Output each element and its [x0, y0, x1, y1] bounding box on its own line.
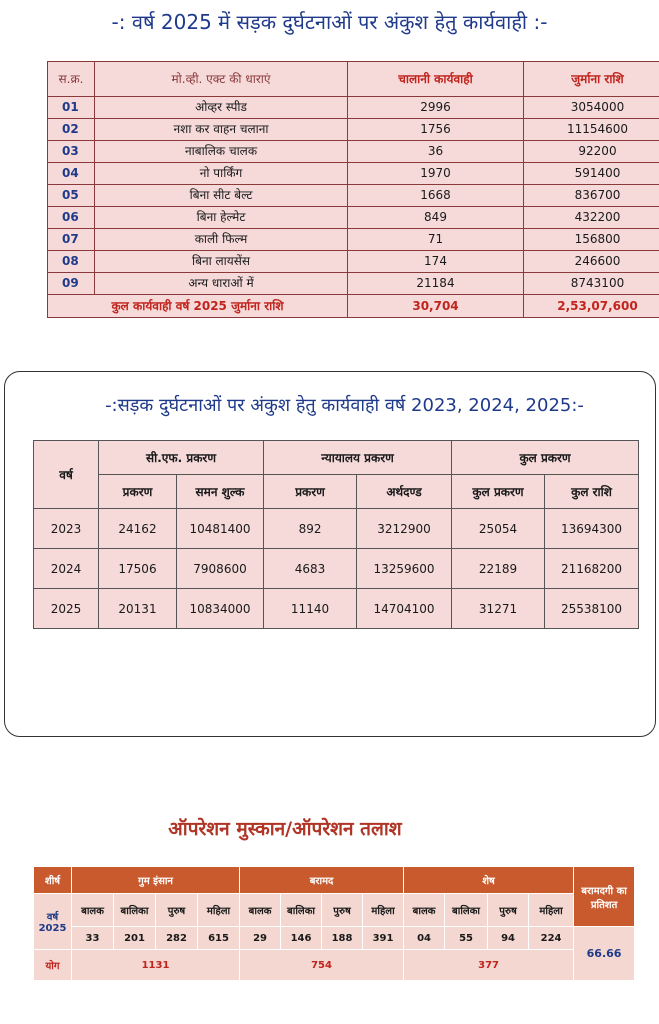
remaining-man: 94	[488, 927, 529, 950]
header-head: शीर्ष	[34, 867, 72, 894]
cell-fine: 11154600	[524, 119, 659, 141]
cell-challan: 1970	[348, 163, 524, 185]
cell-cf-fee: 10834000	[177, 589, 264, 629]
cell-total-amount: 21168200	[545, 549, 639, 589]
section2-title: -:सड़क दुर्घटनाओं पर अंकुश हेतु कार्यवाही वर्ष 2023, 2024, 2025:-	[105, 395, 584, 416]
sub-header-boy: बालक	[240, 894, 281, 927]
header-recovery-percentage: बरामदगी का प्रतिशत	[574, 867, 635, 927]
sub-header-woman: महिला	[363, 894, 404, 927]
cell-challan: 2996	[348, 97, 524, 119]
header-fine: जुर्माना राशि	[524, 62, 659, 97]
cell-court-fine: 14704100	[357, 589, 452, 629]
cell-serial: 09	[48, 273, 95, 295]
table-header-row	[48, 62, 659, 97]
cell-year: 2024	[34, 549, 99, 589]
header-section: मो.व्ही. एक्ट की धाराएं	[95, 62, 348, 97]
recovered-girl: 146	[281, 927, 322, 950]
total-label: कुल कार्यवाही वर्ष 2025 जुर्माना राशि	[48, 295, 348, 318]
total-fine: 2,53,07,600	[524, 295, 659, 318]
cell-section: अन्य धाराओं में	[95, 273, 348, 295]
table-row	[48, 273, 659, 295]
cell-section: काली फिल्म	[95, 229, 348, 251]
sub-header-boy: बालक	[72, 894, 114, 927]
header-cf-fee: समन शुल्क	[177, 475, 264, 509]
cell-challan: 71	[348, 229, 524, 251]
header-court-cases: प्रकरण	[264, 475, 357, 509]
missing-woman: 615	[198, 927, 240, 950]
cell-year: 2023	[34, 509, 99, 549]
cell-section: नो पार्किंग	[95, 163, 348, 185]
cell-cf-cases: 20131	[99, 589, 177, 629]
cell-cf-fee: 7908600	[177, 549, 264, 589]
remaining-boy: 04	[404, 927, 445, 950]
header-total-group: कुल प्रकरण	[452, 441, 639, 475]
missing-boy: 33	[72, 927, 114, 950]
cell-fine: 3054000	[524, 97, 659, 119]
cell-cf-fee: 10481400	[177, 509, 264, 549]
cell-fine: 432200	[524, 207, 659, 229]
total-challan: 30,704	[348, 295, 524, 318]
sub-header-woman: महिला	[529, 894, 574, 927]
cell-challan: 21184	[348, 273, 524, 295]
year-label: वर्ष	[46, 912, 59, 923]
sub-header-woman: महिला	[198, 894, 240, 927]
cell-challan: 1756	[348, 119, 524, 141]
table-row	[48, 97, 659, 119]
challan-table-2025	[47, 61, 659, 318]
cell-court-cases: 11140	[264, 589, 357, 629]
cell-court-cases: 892	[264, 509, 357, 549]
sub-header-girl: बालिका	[445, 894, 488, 927]
cell-section: नशा कर वाहन चलाना	[95, 119, 348, 141]
cell-serial: 04	[48, 163, 95, 185]
cell-section: बिना हेल्मेट	[95, 207, 348, 229]
header-cf-cases: प्रकरण	[99, 475, 177, 509]
cell-section: बिना लायसेंस	[95, 251, 348, 273]
cell-year: 2025	[34, 589, 99, 629]
cell-fine: 156800	[524, 229, 659, 251]
section1-title: -: वर्ष 2025 में सड़क दुर्घटनाओं पर अंकुश हेतु कार्यवाही :-	[111, 10, 548, 34]
sub-header-girl: बालिका	[114, 894, 156, 927]
header-total-cases: कुल प्रकरण	[452, 475, 545, 509]
cell-fine: 8743100	[524, 273, 659, 295]
year-cell	[34, 894, 72, 950]
table-row	[48, 163, 659, 185]
totals-row	[34, 950, 635, 981]
recovered-boy: 29	[240, 927, 281, 950]
cell-total-cases: 31271	[452, 589, 545, 629]
group-header-row	[34, 441, 639, 475]
cell-cf-cases: 24162	[99, 509, 177, 549]
cell-cf-cases: 17506	[99, 549, 177, 589]
remaining-girl: 55	[445, 927, 488, 950]
cell-court-cases: 4683	[264, 549, 357, 589]
cell-challan: 174	[348, 251, 524, 273]
sub-header-row	[34, 894, 635, 927]
sub-header-row	[34, 475, 639, 509]
cell-section: बिना सीट बेल्ट	[95, 185, 348, 207]
table-row	[48, 185, 659, 207]
sub-header-man: पुरुष	[488, 894, 529, 927]
header-year: वर्ष	[34, 441, 99, 509]
table-row	[34, 549, 639, 589]
cell-serial: 03	[48, 141, 95, 163]
table-row	[34, 589, 639, 629]
cell-total-cases: 25054	[452, 509, 545, 549]
table-row	[48, 119, 659, 141]
recovery-percentage: 66.66	[574, 927, 635, 981]
group-header-row	[34, 867, 635, 894]
remaining-woman: 224	[529, 927, 574, 950]
cell-section: ओव्हर स्पीड	[95, 97, 348, 119]
yearly-comparison-table	[33, 440, 639, 629]
table-row	[48, 141, 659, 163]
table-row	[48, 207, 659, 229]
missing-girl: 201	[114, 927, 156, 950]
cell-total-amount: 13694300	[545, 509, 639, 549]
cell-total-amount: 25538100	[545, 589, 639, 629]
header-recovered-group: बरामद	[240, 867, 404, 894]
cell-serial: 02	[48, 119, 95, 141]
recovered-man: 188	[322, 927, 363, 950]
header-cf-group: सी.एफ. प्रकरण	[99, 441, 264, 475]
cell-serial: 01	[48, 97, 95, 119]
header-serial: स.क्र.	[48, 62, 95, 97]
cell-serial: 06	[48, 207, 95, 229]
header-remaining-group: शेष	[404, 867, 574, 894]
header-total-amount: कुल राशि	[545, 475, 639, 509]
operation-muskaan-table	[33, 866, 635, 981]
table-row	[48, 229, 659, 251]
year-value: 2025	[38, 923, 67, 934]
sub-header-boy: बालक	[404, 894, 445, 927]
total-recovered: 754	[240, 950, 404, 981]
cell-court-fine: 13259600	[357, 549, 452, 589]
total-missing: 1131	[72, 950, 240, 981]
cell-fine: 591400	[524, 163, 659, 185]
section3-title: ऑपरेशन मुस्कान/ऑपरेशन तलाश	[168, 818, 402, 840]
cell-fine: 246600	[524, 251, 659, 273]
cell-serial: 07	[48, 229, 95, 251]
recovered-woman: 391	[363, 927, 404, 950]
header-missing-group: गुम इंसान	[72, 867, 240, 894]
header-challan: चालानी कार्यवाही	[348, 62, 524, 97]
cell-total-cases: 22189	[452, 549, 545, 589]
total-row	[48, 295, 659, 318]
header-court-group: न्यायालय प्रकरण	[264, 441, 452, 475]
sub-header-man: पुरुष	[322, 894, 363, 927]
cell-challan: 849	[348, 207, 524, 229]
table-row	[48, 251, 659, 273]
cell-serial: 08	[48, 251, 95, 273]
cell-challan: 36	[348, 141, 524, 163]
cell-court-fine: 3212900	[357, 509, 452, 549]
cell-section: नाबालिक चालक	[95, 141, 348, 163]
header-court-fine: अर्थदण्ड	[357, 475, 452, 509]
values-row	[34, 927, 635, 950]
total-label: योग	[34, 950, 72, 981]
total-remaining: 377	[404, 950, 574, 981]
sub-header-man: पुरुष	[156, 894, 198, 927]
cell-serial: 05	[48, 185, 95, 207]
sub-header-girl: बालिका	[281, 894, 322, 927]
cell-challan: 1668	[348, 185, 524, 207]
cell-fine: 92200	[524, 141, 659, 163]
cell-fine: 836700	[524, 185, 659, 207]
missing-man: 282	[156, 927, 198, 950]
table-row	[34, 509, 639, 549]
